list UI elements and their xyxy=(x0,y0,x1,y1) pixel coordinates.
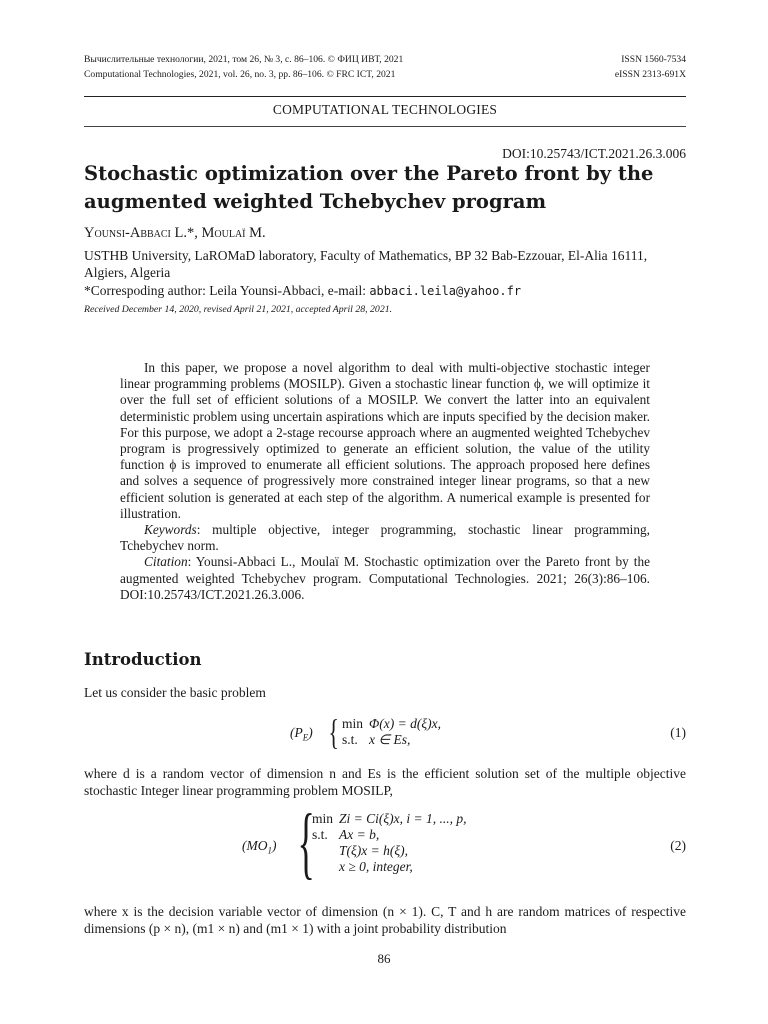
eq1-label-text: (P xyxy=(290,725,303,740)
corresponding-author xyxy=(84,283,686,299)
eissn: eISSN 2313-691X xyxy=(614,69,686,80)
page-number: 86 xyxy=(377,951,391,966)
eq2-body xyxy=(312,811,473,875)
eq1-label xyxy=(290,725,313,743)
eq2-expr1: Zi = Ci(ξ)x, i = 1, ..., p, xyxy=(339,811,467,826)
affiliation: USTHB University, LaROMaD laboratory, Faculty of Mathematics, BP 32 Bab-Ezzouar, El-Alia 16111, Algiers, Algeria xyxy=(84,248,648,280)
eq2-number: (2) xyxy=(670,838,686,853)
header-rule xyxy=(84,96,686,97)
eq2-label-sub: 1 xyxy=(267,845,272,856)
email-link[interactable]: abbaci.leila@yahoo.fr xyxy=(369,284,522,298)
keywords-label: Keywords xyxy=(144,522,197,538)
eq2-expr4: x ≥ 0, integer, xyxy=(339,859,413,874)
eq1-expr2: x ∈ Es, xyxy=(369,732,411,747)
eq1-op1: min xyxy=(342,716,364,731)
eq2-expr3: T(ξ)x = h(ξ), xyxy=(339,843,409,858)
eq2-label-end: ) xyxy=(272,838,277,853)
eq1-label-end: ) xyxy=(308,725,313,740)
eq2-op2: s.t. xyxy=(312,827,328,842)
paragraph-2: where d is a random vector of dimension n and Es is the efficient solution set of the multiple objective stochastic Integer linear programming problem MOSILP, xyxy=(84,766,686,798)
eq2-label xyxy=(242,838,277,856)
eq1-number: (1) xyxy=(670,725,686,740)
paper-title: Stochastic optimization over the Pareto front by the augmented weighted Tchebychev program xyxy=(84,162,654,213)
header-left xyxy=(84,52,403,82)
citation xyxy=(120,554,650,603)
eq2-label-text: (MO xyxy=(242,838,268,853)
paragraph-3: where x is the decision variable vector of dimension (n × 1). C, T and h are random matrices of respective dimensions (p × n), (m1 × n) and (m1 × 1) with a joint probability distribution xyxy=(84,904,686,936)
header-left-line1: Вычислительные технологии, 2021, том 26, № 3, с. 86–106. © ФИЦ ИВТ, 2021 xyxy=(84,54,404,65)
issn: ISSN 1560-7534 xyxy=(621,54,686,65)
citation-text: : Younsi-Abbaci L., Moulaï M. Stochastic optimization over the Pareto front by the augmented weighted Tchebychev program. Computational Technologies. 2021; 26(3):86–106. DOI:10.25743/ICT.2021.26.3.006. xyxy=(120,554,650,602)
eq2-op1: min xyxy=(312,811,334,826)
received-dates: Received December 14, 2020, revised April 21, 2021, accepted April 28, 2021. xyxy=(84,304,393,315)
eq1-label-sub: E xyxy=(302,732,309,743)
eq2-expr2: Ax = b, xyxy=(339,827,380,842)
header-right xyxy=(615,52,686,82)
keywords-text: : multiple objective, integer programming, stochastic linear programming, Tchebychev norm. xyxy=(120,522,650,554)
abstract-text: In this paper, we propose a novel algorithm to deal with multi-objective stochastic integer linear programming problems (MOSILP). Given a stochastic linear function ϕ, we will optimize it over the full set of efficient solutions of a MOSILP. We convert the latter into an equivalent deterministic problem using uncertain aspirations which are inputs specified by the decision maker. For this purpose, we adopt a 2-stage recourse approach where an augmented weighted Tchebychev program is progressively optimized to generate an efficient solution, the value of the utility function ϕ is improved to enumerate all efficient solutions. The approach proposed here defines and solves a sequence of progressively more constrained integer linear programs, so that a new efficient solution is generated at each step of the algorithm. A numerical example is presented for illustration. xyxy=(120,360,650,521)
eq1-body xyxy=(342,716,447,748)
corresponding-prefix: *Correspoding author: Leila Younsi-Abbaci, e-mail: xyxy=(84,283,370,298)
header-left-line2: Computational Technologies, 2021, vol. 26, no. 3, pp. 86–106. © FRC ICT, 2021 xyxy=(84,69,396,80)
journal-rule xyxy=(84,126,686,127)
paragraph-1: Let us consider the basic problem xyxy=(84,685,266,700)
journal-name: COMPUTATIONAL TECHNOLOGIES xyxy=(272,102,498,117)
citation-label: Citation xyxy=(144,554,188,570)
section-title: Introduction xyxy=(84,650,202,669)
doi: DOI:10.25743/ICT.2021.26.3.006 xyxy=(502,146,686,161)
abstract xyxy=(120,360,650,603)
authors: Younsi-Abbaci L.*, Moulaï M. xyxy=(84,225,266,241)
eq1-expr1: Φ(x) = d(ξ)x, xyxy=(369,716,442,731)
keywords xyxy=(120,522,650,554)
eq2-brace: { xyxy=(297,799,315,887)
eq1-op2: s.t. xyxy=(342,732,358,747)
eq1-brace: { xyxy=(328,712,339,752)
